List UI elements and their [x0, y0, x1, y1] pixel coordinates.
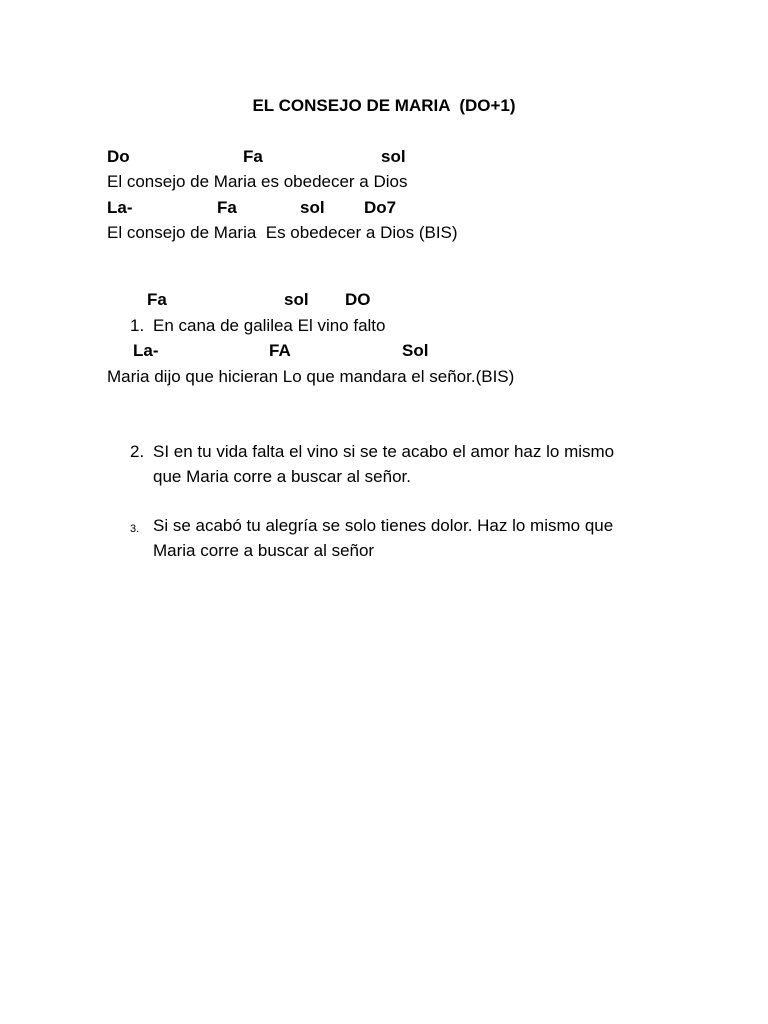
list-number: 2. [130, 442, 145, 461]
lyric-line: que Maria corre a buscar al señor. [153, 467, 411, 486]
lyric-line: El consejo de Maria Es obedecer a Dios (BIS) [107, 223, 458, 242]
lyric-line: Si se acabó tu alegría se solo tienes dolor. Haz lo mismo que [153, 516, 614, 535]
chord: sol [381, 147, 406, 166]
lyric-line: Maria corre a buscar al señor [153, 541, 375, 560]
song-title: EL CONSEJO DE MARIA (DO+1) [252, 96, 516, 115]
chord: La- [107, 198, 133, 217]
lyric-line: En cana de galilea El vino falto [153, 316, 386, 335]
chord: Fa [217, 198, 237, 217]
lyric-line: Maria dijo que hicieran Lo que mandara el señor.(BIS) [107, 367, 515, 386]
chord: sol [300, 198, 325, 217]
chord: sol [284, 290, 309, 309]
chord: FA [269, 341, 291, 360]
list-number: 3. [130, 523, 140, 535]
chord: La- [133, 341, 159, 360]
lyric-line: El consejo de Maria es obedecer a Dios [107, 172, 408, 191]
chord: Fa [147, 290, 167, 309]
lyric-line: SI en tu vida falta el vino si se te acabo el amor haz lo mismo [153, 442, 615, 461]
chord: Do7 [364, 198, 397, 217]
chord: Fa [243, 147, 263, 166]
chord: Sol [402, 341, 429, 360]
chord: DO [345, 290, 371, 309]
chord: Do [107, 147, 130, 166]
list-number: 1. [130, 316, 145, 335]
